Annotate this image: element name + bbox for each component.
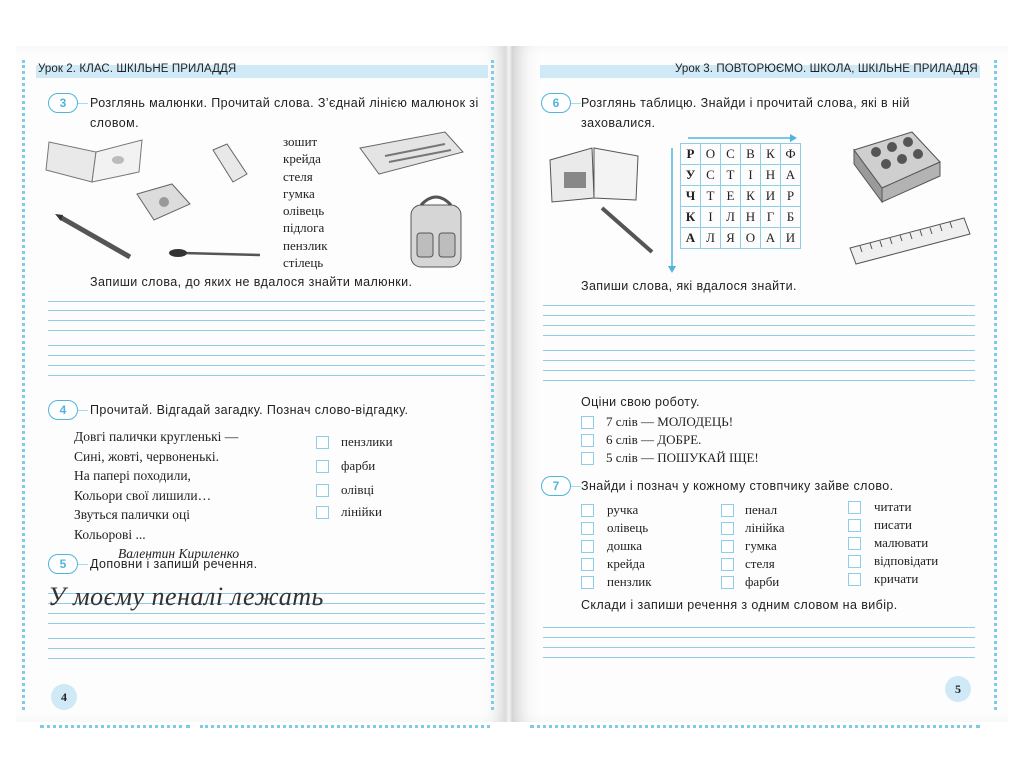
riddle-line: Кольорові ...: [74, 526, 146, 542]
left-bottom-dots-2: [200, 725, 490, 728]
grid-cell[interactable]: А: [761, 228, 781, 249]
task5-instruction: Доповни і запиши речення.: [90, 557, 258, 571]
grid-cell[interactable]: Т: [721, 165, 741, 186]
backpack-illustration: [403, 193, 469, 271]
option-label: лінійки: [341, 504, 382, 519]
word-checkbox[interactable]: [721, 540, 734, 553]
ruler-illustration: [846, 214, 972, 270]
grid-cell[interactable]: В: [741, 144, 761, 165]
left-bottom-dots: [40, 725, 190, 728]
column2-word: стеля: [745, 556, 775, 571]
riddle-author: Валентин Кириленко: [118, 546, 240, 561]
handwritten-sentence: У моєму пеналі лежать: [48, 582, 324, 611]
word-checkbox[interactable]: [848, 573, 861, 586]
paint-box-illustration: [850, 128, 942, 208]
grid-cell[interactable]: Л: [721, 207, 741, 228]
grid-cell[interactable]: С: [701, 165, 721, 186]
assessment-option: 5 слів — ПОШУКАЙ ІЩЕ!: [606, 450, 759, 465]
column2-word: фарби: [745, 574, 780, 589]
assessment-checkbox-6[interactable]: [581, 434, 594, 447]
grid-cell[interactable]: Б: [781, 207, 801, 228]
pencil-case-illustration: [355, 130, 467, 180]
grid-arrows: [660, 132, 840, 274]
task4-number: 4: [48, 400, 78, 420]
right-dotted-border: [994, 60, 997, 710]
grid-cell[interactable]: Р: [781, 186, 801, 207]
option-checkbox-rulers[interactable]: [316, 506, 329, 519]
column3-word: читати: [874, 499, 912, 514]
grid-cell[interactable]: Ф: [781, 144, 801, 165]
assessment-checkbox-5[interactable]: [581, 452, 594, 465]
option-label: олівці: [341, 482, 375, 497]
word-item: підлога: [283, 220, 325, 236]
column3-word: малювати: [874, 535, 929, 550]
assessment-option: 7 слів — МОЛОДЕЦЬ!: [606, 414, 734, 429]
option-checkbox-paints[interactable]: [316, 460, 329, 473]
grid-cell[interactable]: К: [761, 144, 781, 165]
left-dotted-border-inner: [491, 60, 494, 710]
task6-instruction: Розглянь таблицю. Знайди і прочитай слова, які в ній заховалися.: [581, 96, 910, 130]
grid-cell[interactable]: Р: [681, 144, 701, 165]
word-checkbox[interactable]: [848, 519, 861, 532]
word-checkbox[interactable]: [581, 540, 594, 553]
task7-instruction: Знайди і познач у кожному стовпчику зайве слово.: [581, 479, 894, 493]
notebook-illustration: [44, 132, 144, 187]
word-item: стілець: [283, 255, 324, 271]
word-checkbox[interactable]: [581, 522, 594, 535]
word-item: зошит: [283, 134, 318, 149]
word-item: крейда: [283, 151, 321, 167]
eraser-illustration: [132, 180, 192, 225]
grid-cell[interactable]: Е: [721, 186, 741, 207]
column3-word: писати: [874, 517, 912, 532]
task3-instruction: Розглянь малюнки. Прочитай слова. З’єднай лінією малюнок зі словом.: [90, 96, 479, 130]
riddle-line: Сині, жовті, червоненькі.: [74, 448, 219, 464]
page-number-right: 5: [945, 676, 971, 702]
page-number-left: 4: [51, 684, 77, 710]
column2-word: пенал: [745, 502, 778, 517]
grid-cell[interactable]: И: [761, 186, 781, 207]
task3-write-prompt: Запиши слова, до яких не вдалося знайти малюнки.: [90, 275, 413, 289]
task4-instruction: Прочитай. Відгадай загадку. Познач слово-відгадку.: [90, 403, 409, 417]
grid-cell[interactable]: К: [681, 207, 701, 228]
word-checkbox[interactable]: [721, 576, 734, 589]
column2-word: гумка: [745, 538, 777, 553]
left-dotted-border: [22, 60, 25, 710]
word-item: гумка: [283, 185, 315, 201]
grid-cell[interactable]: И: [781, 228, 801, 249]
grid-cell[interactable]: К: [741, 186, 761, 207]
grid-cell[interactable]: С: [721, 144, 741, 165]
task6-write-prompt: Запиши слова, які вдалося знайти.: [581, 279, 797, 293]
grid-cell[interactable]: А: [681, 228, 701, 249]
grid-cell[interactable]: Н: [741, 207, 761, 228]
word-checkbox[interactable]: [721, 504, 734, 517]
assessment-option: 6 слів — ДОБРЕ.: [606, 432, 702, 447]
column1-word: ручка: [607, 502, 639, 517]
grid-cell[interactable]: О: [701, 144, 721, 165]
column3-word: відповідати: [874, 553, 939, 568]
grid-cell[interactable]: А: [781, 165, 801, 186]
grid-cell[interactable]: У: [681, 165, 701, 186]
chalk-illustration: [205, 142, 250, 187]
task3-number: 3: [48, 93, 78, 113]
word-checkbox[interactable]: [721, 558, 734, 571]
riddle-line: Звуться палички оці: [74, 507, 191, 522]
word-item: стеля: [283, 168, 313, 184]
book-spine: [505, 46, 513, 722]
riddle-line: Кольори свої лишили…: [74, 487, 212, 503]
task7-number: 7: [541, 476, 571, 496]
grid-cell[interactable]: І: [701, 207, 721, 228]
word-checkbox[interactable]: [848, 555, 861, 568]
grid-cell[interactable]: Л: [701, 228, 721, 249]
assessment-checkbox-7[interactable]: [581, 416, 594, 429]
pencil-illustration: [55, 212, 135, 262]
word-item: пензлик: [283, 237, 328, 253]
task4-riddle: [74, 427, 239, 564]
option-label: фарби: [341, 458, 376, 473]
column1-word: крейда: [607, 556, 645, 571]
option-label: пензлики: [341, 434, 393, 449]
column1-word: олівець: [607, 520, 649, 535]
left-header: Урок 2. КЛАС. ШКІЛЬНЕ ПРИЛАДДЯ: [38, 63, 237, 75]
riddle-line: На папері походили,: [74, 468, 191, 483]
option-checkbox-pencils[interactable]: [316, 484, 329, 497]
word-checkbox[interactable]: [721, 522, 734, 535]
grid-cell[interactable]: Т: [701, 186, 721, 207]
grid-cell[interactable]: Н: [761, 165, 781, 186]
paintbrush-illustration: [168, 244, 263, 264]
grid-cell[interactable]: О: [741, 228, 761, 249]
word-checkbox[interactable]: [581, 558, 594, 571]
task3-word-list: [283, 133, 328, 271]
pen-illustration: [598, 204, 658, 256]
riddle-line: Довгі палички кругленькі —: [74, 429, 239, 444]
word-checkbox[interactable]: [581, 576, 594, 589]
grid-cell[interactable]: Г: [761, 207, 781, 228]
word-checkbox[interactable]: [848, 501, 861, 514]
task7-write-prompt: Склади і запиши речення з одним словом на вибір.: [581, 598, 898, 612]
column1-word: пензлик: [607, 574, 652, 589]
grid-cell[interactable]: Я: [721, 228, 741, 249]
task5-number: 5: [48, 554, 78, 574]
column3-word: кричати: [874, 571, 919, 586]
right-bottom-dots: [530, 725, 980, 728]
grid-cell[interactable]: І: [741, 165, 761, 186]
word-checkbox[interactable]: [848, 537, 861, 550]
column2-word: лінійка: [745, 520, 785, 535]
word-checkbox[interactable]: [581, 504, 594, 517]
word-item: олівець: [283, 203, 325, 219]
book-illustration: [546, 142, 642, 204]
right-header: Урок 3. ПОВТОРЮЄМО. ШКОЛА, ШКІЛЬНЕ ПРИЛАДДЯ: [675, 63, 978, 75]
grid-cell[interactable]: Ч: [681, 186, 701, 207]
task6-number: 6: [541, 93, 571, 113]
column1-word: дошка: [607, 538, 643, 553]
self-assessment-title: Оціни свою роботу.: [581, 395, 700, 409]
option-checkbox-brushes[interactable]: [316, 436, 329, 449]
